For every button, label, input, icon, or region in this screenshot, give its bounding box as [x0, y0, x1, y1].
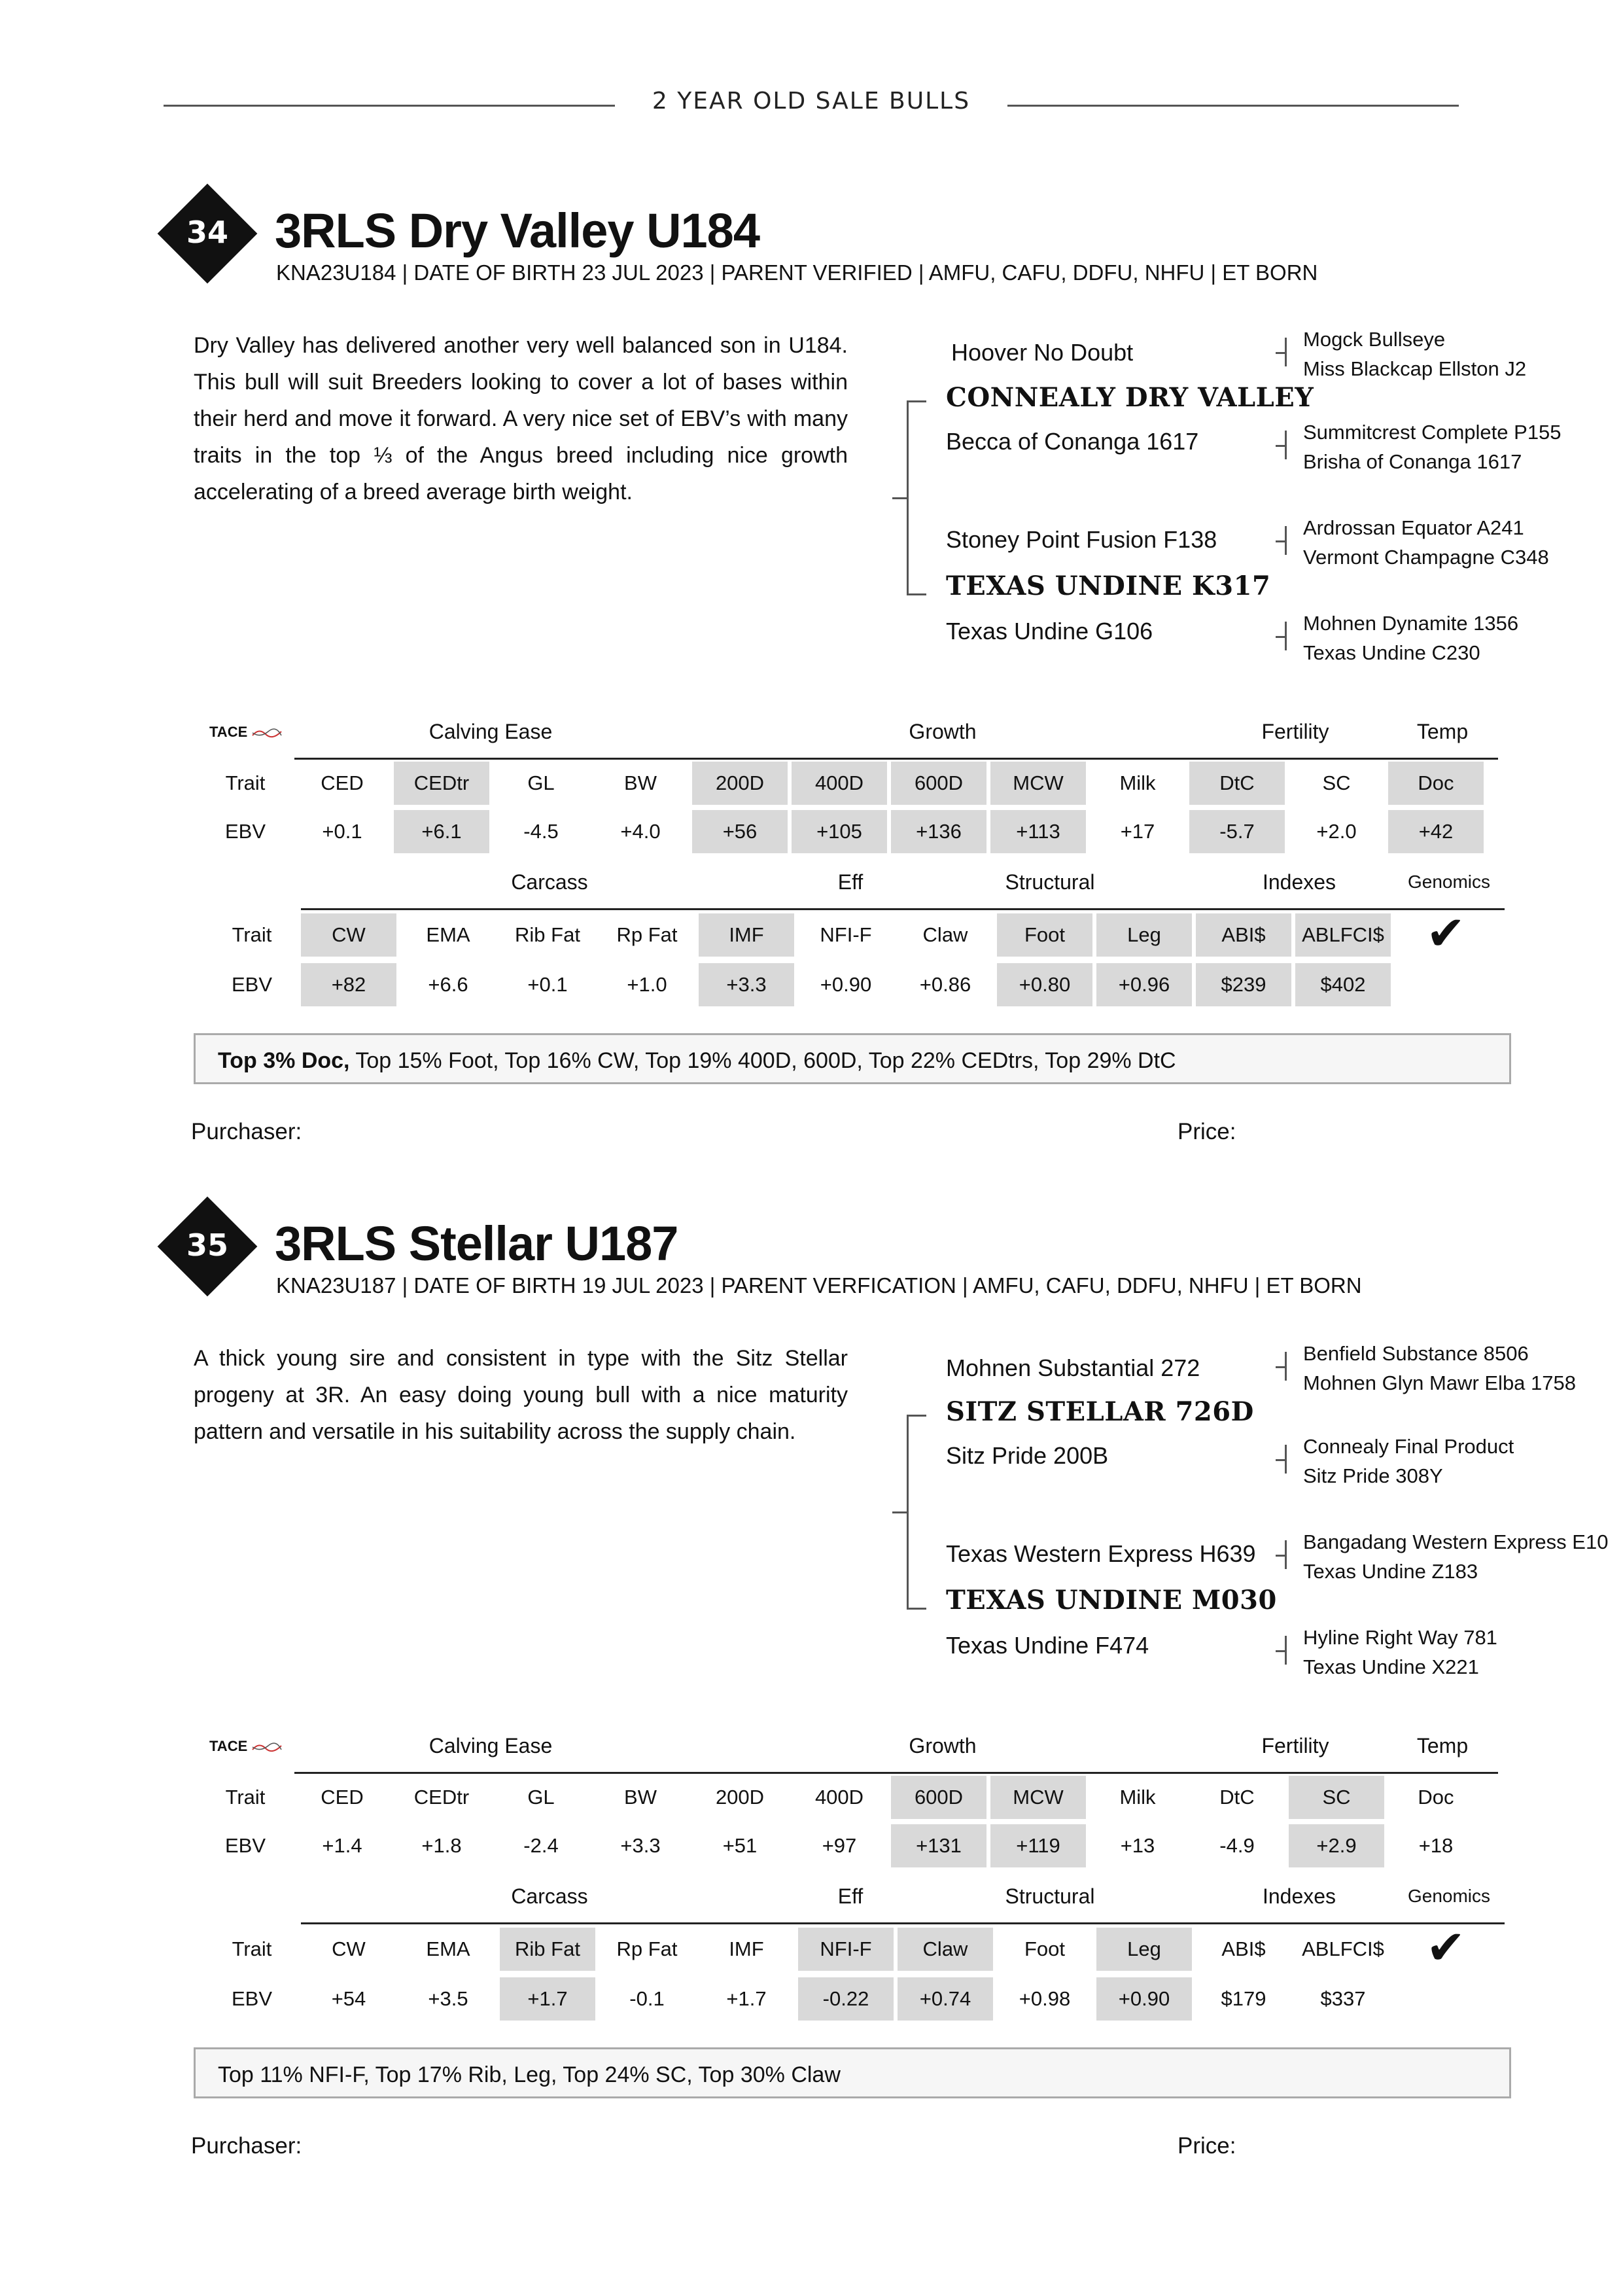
- ebv-value-cell: $239: [1196, 963, 1291, 1006]
- group-fertility: Fertility: [1261, 1734, 1329, 1757]
- trait-header-cell: ABLFCI$: [1302, 1937, 1384, 1960]
- trait-header-cell: Rp Fat: [616, 1937, 678, 1960]
- trait-header-cell: EMA: [426, 923, 470, 946]
- ebv-value-cell: +18: [1418, 1834, 1454, 1857]
- ebv-value-cell: +1.8: [421, 1834, 462, 1857]
- ebv-value-cell: +0.90: [1096, 1977, 1192, 2021]
- ebv-value-cell: +56: [692, 810, 788, 853]
- price-label: Price:: [1178, 2133, 1236, 2159]
- ebv-value-cell: +3.3: [620, 1834, 661, 1857]
- trait-header-cell: IMF: [699, 913, 794, 957]
- lot-number: 35: [186, 1227, 228, 1263]
- ranking-summary: Top 3% Doc, Top 15% Foot, Top 16% CW, Top 19% 400D, 600D, Top 22% CEDtrs, Top 29% DtC: [194, 1033, 1511, 1084]
- dam-sire-sire: Ardrossan Equator A241: [1303, 516, 1524, 539]
- ebv-value-cell: +1.4: [322, 1834, 362, 1857]
- ebv-value-cell: +3.5: [428, 1987, 468, 2010]
- trait-header-cell: NFI-F: [820, 923, 872, 946]
- bull-description: Dry Valley has delivered another very well balanced son in U184. This bull will suit Breeders looking to cover a lot of bases within their herd and move it forward. A very nice set of EBV’s with many traits in the top ⅓ of the Angus breed including nice growth accelerating of a breed average birth weight.: [194, 333, 848, 504]
- group-structural: Structural: [1005, 870, 1095, 894]
- group-growth: Growth: [909, 1734, 977, 1757]
- trait-header-cell: Claw: [922, 923, 968, 946]
- trait-header-cell: 200D: [715, 1786, 765, 1809]
- trait-label: Trait: [225, 771, 266, 794]
- trait-label: Trait: [225, 1786, 266, 1809]
- ebv-value-cell: +0.74: [898, 1977, 993, 2021]
- ebv-value-cell: +0.80: [997, 963, 1092, 1006]
- group-eff: Eff: [837, 1884, 864, 1908]
- trait-header-cell: Foot: [1024, 1937, 1066, 1960]
- group-calving-ease: Calving Ease: [428, 1734, 553, 1757]
- ebv-value-cell: +131: [891, 1824, 986, 1867]
- ebv-value-cell: -5.7: [1189, 810, 1285, 853]
- trait-header-cell: CEDtr: [413, 1786, 470, 1809]
- sire-sire: Hoover No Doubt: [951, 339, 1134, 366]
- dam-dam-dam: Texas Undine X221: [1303, 1655, 1479, 1678]
- sire-sire-dam: Mohnen Glyn Mawr Elba 1758: [1303, 1371, 1577, 1394]
- sire: SITZ STELLAR 726D: [946, 1396, 1254, 1427]
- trait-header-cell: GL: [527, 1786, 555, 1809]
- ebv-value-cell: +0.96: [1096, 963, 1192, 1006]
- trait-header-cell: 200D: [692, 762, 788, 805]
- dam-sire: Stoney Point Fusion F138: [946, 526, 1217, 553]
- trait-header-cell: Milk: [1119, 771, 1156, 794]
- sire-sire-sire: Mogck Bullseye: [1303, 328, 1446, 351]
- tace-logo-text: TACE: [209, 1738, 248, 1754]
- dam-dam: Texas Undine F474: [946, 1632, 1149, 1659]
- ebv-label: EBV: [231, 973, 273, 996]
- group-carcass: Carcass: [511, 870, 588, 894]
- ebv-value-cell: +51: [722, 1834, 758, 1857]
- sire-dam: Sitz Pride 200B: [946, 1442, 1109, 1469]
- trait-header-cell: CEDtr: [394, 762, 489, 805]
- group-temp: Temp: [1416, 720, 1469, 743]
- trait-header-cell: 600D: [891, 762, 986, 805]
- group-genomics: Genomics: [1407, 872, 1491, 892]
- dam-sire-dam: Texas Undine Z183: [1303, 1560, 1478, 1583]
- trait-header-cell: CED: [321, 771, 364, 794]
- dam-dam: Texas Undine G106: [946, 618, 1153, 645]
- purchaser-label: Purchaser:: [191, 2133, 302, 2159]
- group-fertility: Fertility: [1261, 720, 1329, 743]
- bull-description: A thick young sire and consistent in type with the Sitz Stellar progeny at 3R. An easy doing young bull with a nice maturity pattern and versatile in his suitability across the supply chain.: [194, 1346, 848, 1444]
- ebv-value-cell: -0.1: [629, 1987, 665, 2010]
- trait-header-cell: Foot: [997, 913, 1092, 957]
- ebv-value-cell: +0.90: [820, 973, 872, 996]
- ebv-value-cell: +1.7: [726, 1987, 767, 2010]
- sire-sire-dam: Miss Blackcap Ellston J2: [1303, 357, 1527, 380]
- group-structural: Structural: [1005, 1884, 1095, 1908]
- trait-header-cell: 400D: [814, 1786, 864, 1809]
- genomics-check: ✔: [1426, 906, 1466, 961]
- bull-name: 3RLS Dry Valley U184: [275, 203, 759, 258]
- trait-header-cell: NFI-F: [798, 1928, 894, 1971]
- ebv-value-cell: +42: [1388, 810, 1484, 853]
- trait-header-cell: DtC: [1189, 762, 1285, 805]
- ebv-value-cell: +119: [990, 1824, 1086, 1867]
- trait-header-cell: MCW: [990, 1776, 1086, 1819]
- ebv-value-cell: +105: [792, 810, 887, 853]
- ebv-value-cell: $337: [1320, 1987, 1366, 2010]
- ebv-value-cell: +113: [990, 810, 1086, 853]
- ebv-value-cell: -4.9: [1219, 1834, 1255, 1857]
- trait-header-cell: Rib Fat: [515, 923, 580, 946]
- bull-details: KNA23U187 | DATE OF BIRTH 19 JUL 2023 | PARENT VERFICATION | AMFU, CAFU, DDFU, NHFU | ET BORN: [276, 1273, 1362, 1298]
- purchaser-label: Purchaser:: [191, 1119, 302, 1144]
- trait-header-cell: IMF: [729, 1937, 764, 1960]
- group-temp: Temp: [1416, 1734, 1469, 1757]
- trait-label: Trait: [232, 1937, 272, 1960]
- trait-header-cell: ABLFCI$: [1295, 913, 1391, 957]
- sire: CONNEALY DRY VALLEY: [946, 382, 1314, 413]
- trait-header-cell: DtC: [1219, 1786, 1255, 1809]
- ebv-label: EBV: [224, 820, 266, 843]
- dam-dam-sire: Mohnen Dynamite 1356: [1303, 612, 1519, 635]
- ebv-value-cell: +3.3: [699, 963, 794, 1006]
- trait-header-cell: Leg: [1096, 913, 1192, 957]
- ebv-value-cell: -0.22: [798, 1977, 894, 2021]
- trait-header-cell: Rp Fat: [616, 923, 678, 946]
- group-indexes: Indexes: [1262, 870, 1336, 894]
- dam: TEXAS UNDINE M030: [946, 1585, 1277, 1616]
- trait-label: Trait: [232, 923, 272, 946]
- ebv-value-cell: +0.1: [322, 820, 362, 843]
- trait-header-cell: SC: [1322, 771, 1351, 794]
- ebv-label: EBV: [224, 1834, 266, 1857]
- ebv-value-cell: +54: [331, 1987, 366, 2010]
- trait-header-cell: Leg: [1096, 1928, 1192, 1971]
- dam-dam-sire: Hyline Right Way 781: [1303, 1626, 1497, 1649]
- ebv-value-cell: +2.0: [1316, 820, 1357, 843]
- trait-header-cell: CED: [321, 1786, 364, 1809]
- sire-sire-sire: Benfield Substance 8506: [1303, 1342, 1529, 1365]
- sire-dam: Becca of Conanga 1617: [946, 428, 1199, 455]
- ebv-value-cell: +82: [301, 963, 396, 1006]
- ebv-value-cell: +1.0: [627, 973, 667, 996]
- bull-name: 3RLS Stellar U187: [275, 1216, 678, 1271]
- lot-number: 34: [186, 215, 228, 250]
- trait-header-cell: Milk: [1119, 1786, 1156, 1809]
- group-carcass: Carcass: [511, 1884, 588, 1908]
- trait-header-cell: ABI$: [1221, 1937, 1266, 1960]
- group-calving-ease: Calving Ease: [428, 720, 553, 743]
- genomics-check: ✔: [1426, 1920, 1466, 1975]
- page-header: 2 YEAR OLD SALE BULLS: [652, 88, 971, 115]
- trait-header-cell: GL: [527, 771, 555, 794]
- trait-header-cell: Doc: [1418, 1786, 1454, 1809]
- trait-header-cell: Doc: [1388, 762, 1484, 805]
- group-eff: Eff: [837, 870, 864, 894]
- ebv-value-cell: +17: [1120, 820, 1155, 843]
- ebv-value-cell: +0.1: [527, 973, 568, 996]
- sire-dam-sire: Connealy Final Product: [1303, 1435, 1514, 1458]
- ebv-value-cell: +4.0: [620, 820, 661, 843]
- ebv-value-cell: +6.6: [428, 973, 468, 996]
- sire-dam-dam: Brisha of Conanga 1617: [1303, 450, 1522, 473]
- trait-header-cell: CW: [301, 913, 396, 957]
- bull-details: KNA23U184 | DATE OF BIRTH 23 JUL 2023 | PARENT VERIFIED | AMFU, CAFU, DDFU, NHFU | ET BORN: [276, 260, 1318, 285]
- tace-logo: [209, 1738, 283, 1755]
- ebv-value-cell: -2.4: [523, 1834, 559, 1857]
- tace-logo-text: TACE: [209, 724, 248, 740]
- ebv-value-cell: +136: [891, 810, 986, 853]
- dam-dam-dam: Texas Undine C230: [1303, 641, 1480, 664]
- trait-header-cell: ABI$: [1196, 913, 1291, 957]
- trait-header-cell: 400D: [792, 762, 887, 805]
- tace-logo: [209, 724, 283, 741]
- trait-header-cell: MCW: [990, 762, 1086, 805]
- trait-header-cell: Claw: [898, 1928, 993, 1971]
- trait-header-cell: EMA: [426, 1937, 470, 1960]
- group-indexes: Indexes: [1262, 1884, 1336, 1908]
- sire-sire: Mohnen Substantial 272: [946, 1354, 1200, 1381]
- ebv-value-cell: +13: [1120, 1834, 1155, 1857]
- header-rule-left: [164, 105, 615, 107]
- dam-sire-dam: Vermont Champagne C348: [1303, 546, 1549, 569]
- ranking-summary: Top 11% NFI-F, Top 17% Rib, Leg, Top 24% SC, Top 30% Claw: [194, 2047, 1511, 2098]
- trait-header-cell: BW: [624, 1786, 657, 1809]
- ebv-value-cell: +0.98: [1019, 1987, 1071, 2010]
- dam-sire-sire: Bangadang Western Express E10: [1303, 1530, 1609, 1553]
- ebv-value-cell: +0.86: [919, 973, 971, 996]
- ebv-value-cell: +6.1: [394, 810, 489, 853]
- ebv-value-cell: +2.9: [1289, 1824, 1384, 1867]
- ebv-label: EBV: [231, 1987, 273, 2010]
- trait-header-cell: CW: [332, 1937, 366, 1960]
- ebv-value-cell: -4.5: [523, 820, 559, 843]
- sire-dam-dam: Sitz Pride 308Y: [1303, 1464, 1443, 1487]
- dam: TEXAS UNDINE K317: [946, 571, 1271, 601]
- ebv-value-cell: $402: [1295, 963, 1391, 1006]
- ebv-value-cell: +1.7: [500, 1977, 595, 2021]
- group-growth: Growth: [909, 720, 977, 743]
- trait-header-cell: SC: [1289, 1776, 1384, 1819]
- ebv-value-cell: +97: [822, 1834, 857, 1857]
- dam-sire: Texas Western Express H639: [946, 1540, 1256, 1567]
- price-label: Price:: [1178, 1119, 1236, 1144]
- trait-header-cell: Rib Fat: [500, 1928, 595, 1971]
- header-rule-right: [1007, 105, 1459, 107]
- trait-header-cell: BW: [624, 771, 657, 794]
- group-genomics: Genomics: [1407, 1886, 1491, 1906]
- sire-dam-sire: Summitcrest Complete P155: [1303, 421, 1562, 444]
- trait-header-cell: 600D: [891, 1776, 986, 1819]
- ebv-value-cell: $179: [1221, 1987, 1266, 2010]
